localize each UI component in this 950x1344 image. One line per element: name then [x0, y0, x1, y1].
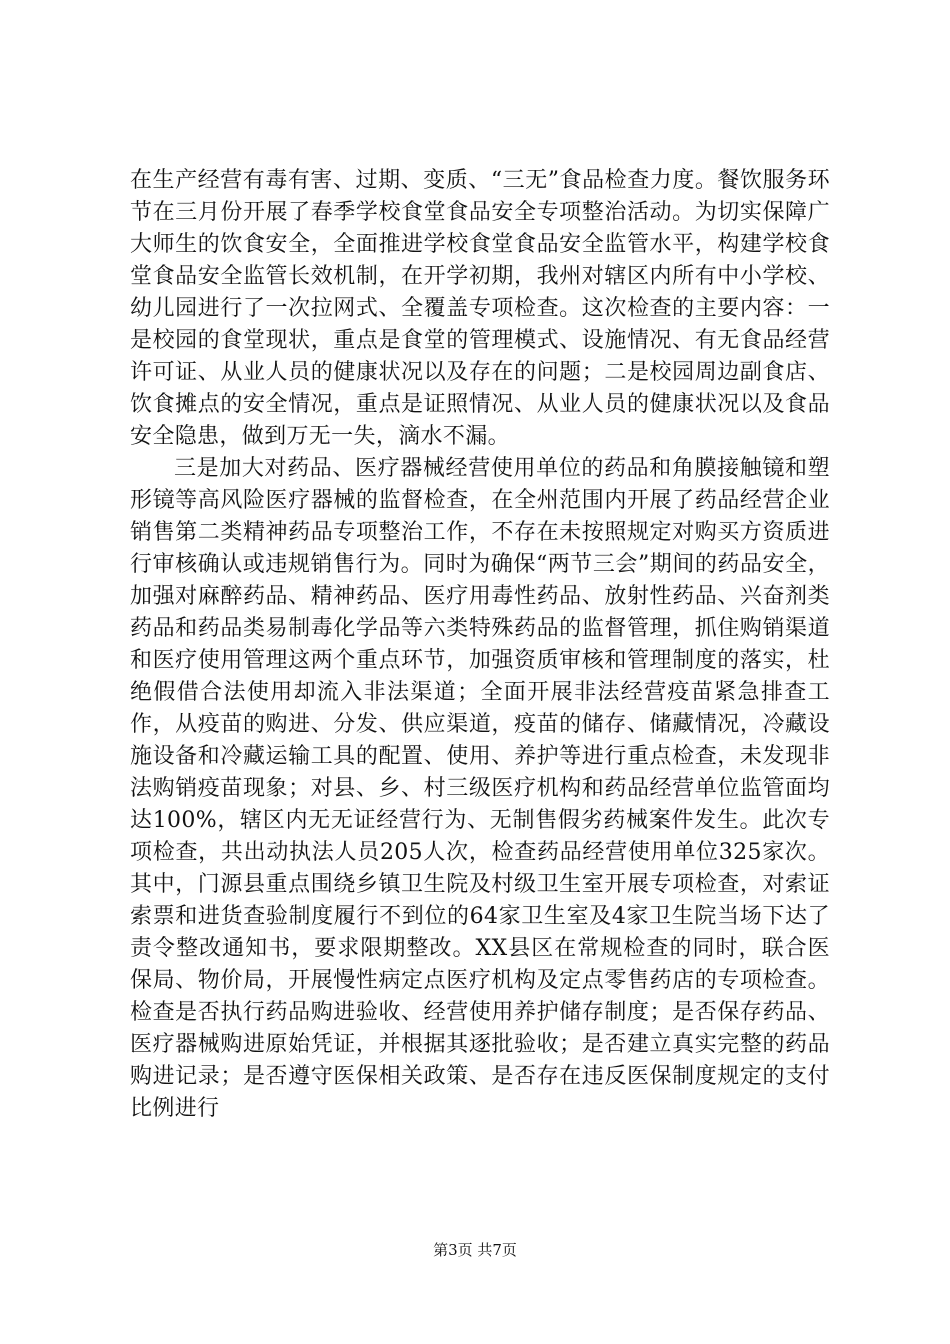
paragraph-2: 三是加大对药品、医疗器械经营使用单位的药品和角膜接触镜和塑形镜等高风险医疗器械的监督检查，在全州范围内开展了药品经营企业销售第二类精神药品专项整治工作，不存在未按照规定对购买方资质进行审核确认或违规销售行为。同时为确保“两节三会”期间的药品安全，加强对麻醉药品、精神药品、医疗用毒性药品、放射性药品、兴奋剂类药品和药品类易制毒化学品等六类特殊药品的监督管理，抓住购销渠道和医疗使用管理这两个重点环节，加强资质审核和管理制度的落实，杜绝假借合法使用却流入非法渠道；全面开展非法经营疫苗紧急排查工作，从疫苗的购进、分发、供应渠道，疫苗的储存、储藏情况，冷藏设施设备和冷藏运输工具的配置、使用、养护等进行重点检查，未发现非法购销疫苗现象；对县、乡、村三级医疗机构和药品经营单位监管面均达100%，辖区内无无证经营行为、无制售假劣药械案件发生。此次专项检查，共出动执法人员205人次，检查药品经营使用单位325家次。其中，门源县重点围绕乡镇卫生院及村级卫生室开展专项检查，对索证索票和进货查验制度履行不到位的64家卫生室及4家卫生院当场下达了责令整改通知书，要求限期整改。XX县区在常规检查的同时，联合医保局、物价局，开展慢性病定点医疗机构及定点零售药店的专项检查。检查是否执行药品购进验收、经营使用养护储存制度；是否保存药品、医疗器械购进原始凭证，并根据其逐批验收；是否建立真实完整的药品购进记录；是否遵守医保相关政策、是否存在违反医保制度规定的支付比例进行: [130, 456, 830, 1121]
body-text: [130, 165, 830, 1125]
paragraph-1: 在生产经营有毒有害、过期、变质、“三无”食品检查力度。餐饮服务环节在三月份开展了春季学校食堂食品安全专项整治活动。为切实保障广大师生的饮食安全，全面推进学校食堂食品安全监管水平，构建学校食堂食品安全监管长效机制，在开学初期，我州对辖区内所有中小学校、幼儿园进行了一次拉网式、全覆盖专项检查。这次检查的主要内容：一是校园的食堂现状，重点是食堂的管理模式、设施情况、有无食品经营许可证、从业人员的健康状况以及存在的问题；二是校园周边副食店、饮食摊点的安全情况，重点是证照情况、从业人员的健康状况以及食品安全隐患，做到万无一失，滴水不漏。: [130, 168, 830, 449]
page-footer: 第3页 共7页: [433, 1241, 517, 1259]
